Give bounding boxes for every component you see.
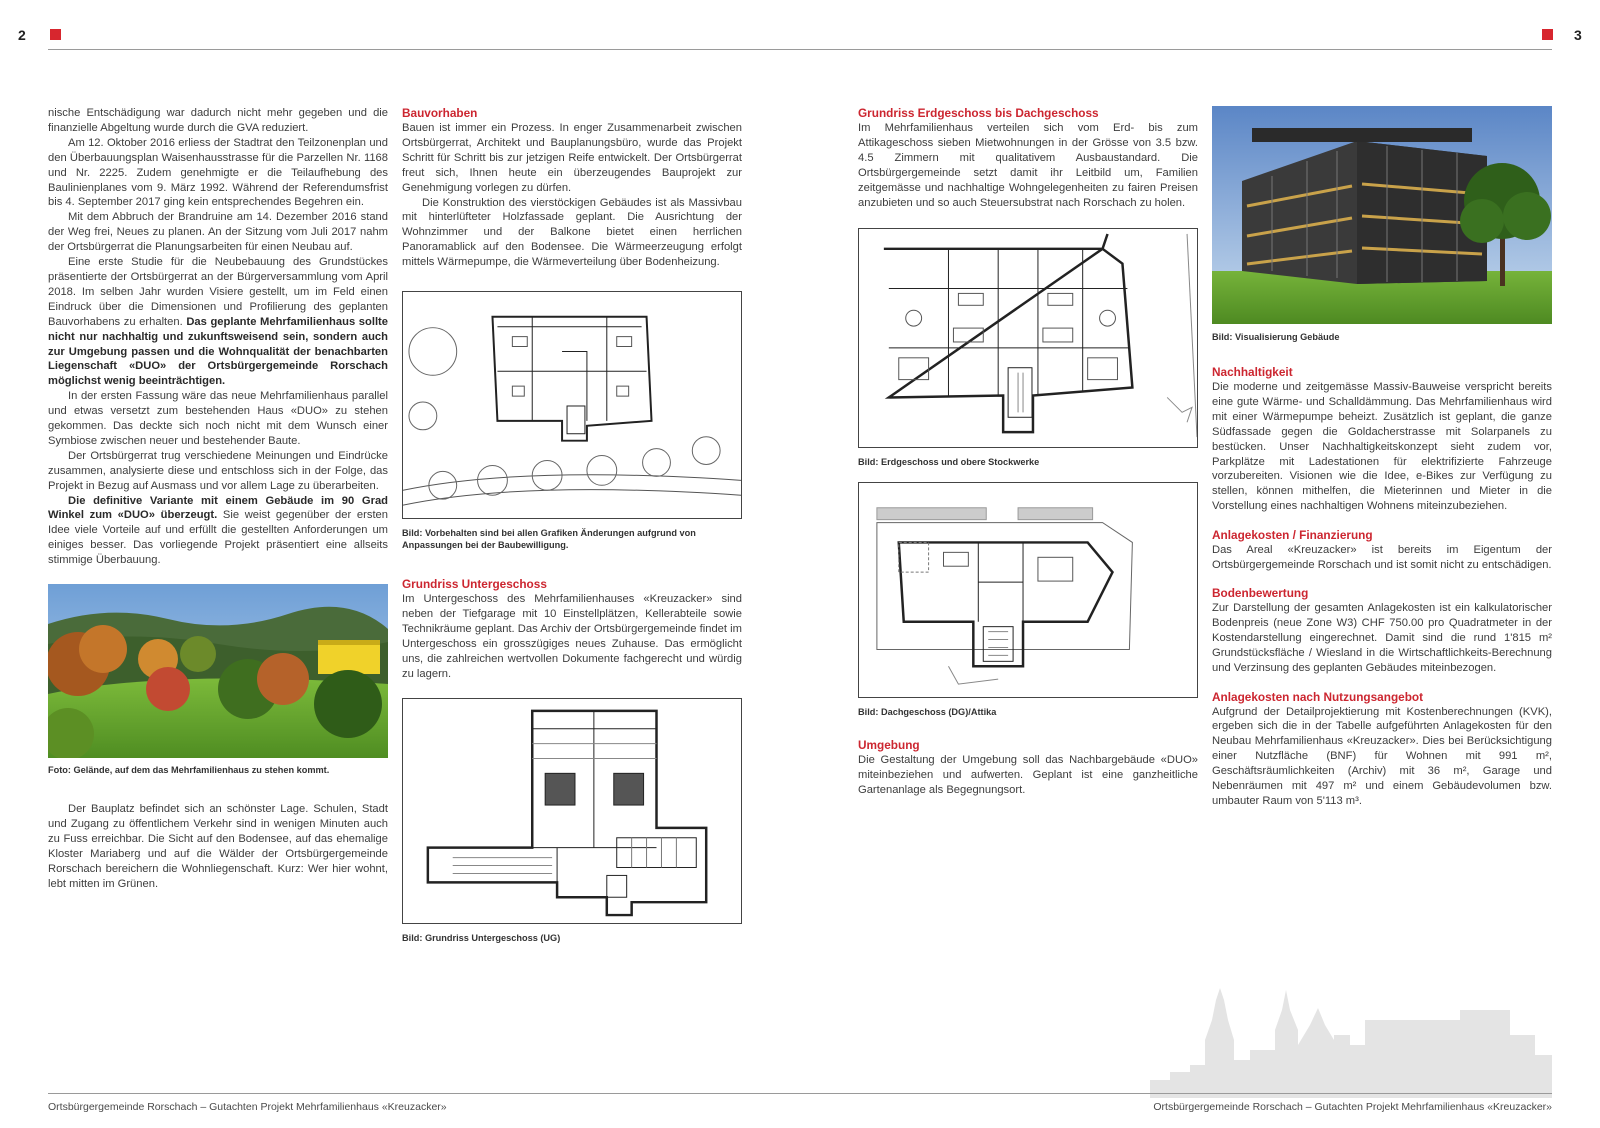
section-heading-bauvorhaben: Bauvorhaben (402, 106, 478, 120)
landscape-image (48, 584, 388, 758)
paragraph: Am 12. Oktober 2016 erliess der Stadtrat den Teilzonenplan und den Überbauungsplan Waisenhausstrasse für die Parzellen Nr. 1168 und Nr. 2225. Zudem genehmigte er die Teilaufhebung des Baulinienplanes vom 9. März 1992. Während der Referendumsfrist bis 4. September 2017 ging kein entsprechendes Begehren ein. (48, 136, 388, 209)
figure-caption: Bild: Grundriss Untergeschoss (UG) (402, 932, 561, 943)
building-render-image (1212, 106, 1552, 324)
building-visualization (1212, 106, 1552, 324)
ground-floor-plan-figure (858, 228, 1198, 448)
paragraph: Bauen ist immer ein Prozess. In enger Zusammenarbeit zwischen Ortsbürgerrat, Architekt und Bauplanungsbüro, wurde das Projekt Schritt für Schritt bis zur jetzigen Reife entwickelt. Der Ortsbürgerrat freut sich, Ihnen heute ein überzeugendes Bauprojekt zur Genehmigung vorlegen zu dürfen. (402, 122, 742, 194)
paragraph (48, 494, 388, 569)
paragraph-text: Eine erste Studie für die Neubebauung des Grundstückes präsentierte der Ortsbürgerrat an der Bürgerversammlung vom April 2018. Im selben Jahr wurden Visiere gestellt, um im Feld einen Eindruck über die Dimensionen und Profilierung des geplanten Bauvorhabens zu erhalten. (48, 256, 388, 328)
section-heading-grundriss: Grundriss Erdgeschoss bis Dachgeschoss (858, 106, 1099, 120)
red-square-marker-right (1542, 29, 1553, 40)
paragraph-text: Sie weist gegenüber der ersten Idee viele Vorteile auf und erfüllt die gestellten Anforderungen um einiges besser. Das vorliegende Projekt präsentiert eine allseits stimmige Überbauung. (48, 509, 388, 567)
paragraph: Die Gestaltung der Umgebung soll das Nachbargebäude «DUO» miteinbeziehen und aufwerten. Geplant ist eine ganzheitliche Gartenanlage als Begegnungsort. (858, 754, 1198, 797)
section-heading-nachhaltigkeit: Nachhaltigkeit (1212, 365, 1293, 379)
header-rule (48, 49, 1552, 50)
bold-statement: Die definitive Variante mit einem Gebäude im 90 Grad Winkel zum «DUO» überzeugt. (48, 494, 388, 522)
section-heading-anlagekosten: Anlagekosten / Finanzierung (1212, 528, 1373, 543)
footer-left-text: Ortsbürgergemeinde Rorschach – Gutachten Projekt Mehrfamilienhaus «Kreuzacker» (48, 1101, 447, 1113)
footer-right-text: Ortsbürgergemeinde Rorschach – Gutachten Projekt Mehrfamilienhaus «Kreuzacker» (1153, 1101, 1552, 1113)
basement-plan-figure (402, 698, 742, 924)
paragraph: Mit dem Abbruch der Brandruine am 14. Dezember 2016 stand der Weg frei, Neues zu planen. An der Sitzung vom Juli 2017 nahm der Ortsbürgerrat die Planungsarbeiten für einen Neubau auf. (48, 211, 388, 254)
paragraph: nische Entschädigung war dadurch nicht mehr gegeben und die finanzielle Abgeltung wurde durch die GVA reduziert. (48, 107, 388, 134)
paragraph: Die Konstruktion des vierstöckigen Gebäudes ist als Massivbau mit hinterlüfteter Holzfassade geplant. Die Ausrichtung der Wohnzimmer und der Balkone bietet einen herrlichen Panoramablick auf den Bodensee. Die Wärmeerzeugung erfolgt mittels Wärmepumpe, die Wärmeverteilung über Bodenheizung. (402, 196, 742, 269)
section-heading-umgebung: Umgebung (858, 738, 920, 753)
town-skyline-graphic (1150, 980, 1552, 1098)
figure-caption: Bild: Erdgeschoss und obere Stockwerke (858, 457, 1040, 468)
paragraph: Die moderne und zeitgemässe Massiv-Bauweise verspricht bereits eine gute Wärme- und Schalldämmung. Das Mehrfamilienhaus wird mit einer Wärmepumpe beheizt. Zusätzlich ist geplant, die ganze Südfassade gegen die Goldacherstrasse mit Solarpanels zu bestücken. Unser Nachhaltigkeitskonzept sieht zudem vor, Parkplätze mit Ladestationen für elektrifizierte Fahrzeuge vorzubereiten. Visionen wie die Idee, e-Bikes zur Verfügung zu stellen, können mithelfen, die Mieterinnen und Mieter in die Vorstellung eines nachhaltigen Wohnens miteinzubeziehen. (1212, 381, 1552, 513)
basement-plan-drawing (403, 699, 741, 923)
site-plan-figure (402, 291, 742, 519)
paragraph: Der Bauplatz befindet sich an schönster Lage. Schulen, Stadt und Zugang zu öffentlichem Verkehr sind in wenigen Minuten auch zu Fuss erreichbar. Die Sicht auf den Bodensee, auf das ehemalige Kloster Mariaberg und auf die Wälder der Ortsbürgergemeinde Rorschach bereichern die Wohnliegenschaft. Kurz: Wer hier wohnt, lebt mitten im Grünen. (48, 803, 388, 890)
paragraph: Der Ortsbürgerrat trug verschiedene Meinungen und Eindrücke zusammen, analysierte diese und entschloss sich in der Folge, das Projekt in Bezug auf Ausmass und vor allem Lage zu überarbeiten. (48, 449, 388, 492)
attic-plan-drawing (859, 483, 1197, 697)
column-3 (858, 106, 1198, 798)
figure-caption: Bild: Dachgeschoss (DG)/Attika (858, 707, 997, 718)
paragraph: Zur Darstellung der gesamten Anlagekosten ist ein kalkulatorischer Bodenpreis (neue Zone W3) CHF 750.00 pro Quadratmeter in der Kostendarstellung eingerechnet. Damit sind die rund 1'815 m² Grundstücksfläche / Wiesland in die Wirtschaftlichkeits-Berechnung und Verzinsung des geplanten Gebäudes miteinbezogen. (1212, 601, 1552, 674)
column-4 (1212, 106, 1552, 809)
page-number-right: 3 (1574, 27, 1582, 43)
paragraph: Im Mehrfamilienhaus verteilen sich vom Erd- bis zum Attikageschoss sieben Mietwohnungen in der Grösse von 3.5 bzw. 4.5 Zimmern mit qualitativem Ausbaustandard. Die Ortsbürgergemeinde setzt damit ihr Leitbild um, Familien zeitgemässe und nachhaltige Wohngelegenheiten zu fairen Preisen anzubieten und so auch Steuersubstrat nach Rorschach zu holen. (858, 122, 1198, 209)
red-square-marker-left (50, 29, 61, 40)
render-caption: Bild: Visualisierung Gebäude (1212, 332, 1340, 342)
figure-caption: Bild: Vorbehalten sind bei allen Grafiken Änderungen aufgrund von Anpassungen bei der Baubewilligung. (402, 528, 696, 551)
paragraph: Aufgrund der Detailprojektierung mit Kostenberechnungen (KVK), ergeben sich die in der Tabelle aufgeführten Anlagekosten für den Neubau Mehrfamilienhaus «Kreuzacker». Dies bei Berücksichtigung einer Nutzfläche (BNF) für Wohnen mit 991 m², Geschäftsräumlichkeiten (Archiv) mit 36 m², Garage und Nebenräumen mit 497 m² und einem Gebäudevolumen bzw. umbauter Raum von 5'113 m³. (1212, 705, 1552, 807)
floor-plan-drawing (859, 229, 1197, 447)
section-heading-untergeschoss: Grundriss Untergeschoss (402, 577, 547, 592)
site-plan-drawing (403, 292, 741, 518)
paragraph: Das Areal «Kreuzacker» ist bereits im Eigentum der Ortsbürgergemeinde Rorschach und ist somit nicht zu entschädigen. (1212, 544, 1552, 572)
bold-statement: Das geplante Mehrfamilienhaus sollte nicht nur nachhaltig und zukunftsweisend sein, sondern auch zur Umgebung passen und die Wohnqualität der benachbarten Liegenschaft «DUO» der Ortsbürgergemeinde Rorschach möglichst wenig beeinträchtigen. (48, 315, 388, 388)
paragraph: Im Untergeschoss des Mehrfamilienhauses «Kreuzacker» sind neben der Tiefgarage mit 10 Einstellplätzen, Kellerabteile sowie Technikräume geplant. Das Archiv der Ortsbürgergemeinde findet im Untergeschoss ein grosszügiges neues Zuhause. Das ermöglicht uns, die zahlreichen wertvollen Dokumente fachgerecht und würdig zu lagern. (402, 593, 742, 680)
photo-caption: Foto: Gelände, auf dem das Mehrfamilienhaus zu stehen kommt. (48, 765, 330, 776)
column-2 (402, 106, 742, 944)
section-heading-bodenbewertung: Bodenbewertung (1212, 585, 1309, 600)
page-number-left: 2 (18, 27, 26, 43)
paragraph (48, 255, 388, 389)
paragraph: In der ersten Fassung wäre das neue Mehrfamilienhaus parallel und etwas versetzt zum bestehenden Haus «DUO» zu stehen gekommen. Das deckte sich noch nicht mit dem Wunsch einer Symbiose zwischen neuer und bestehender Baute. (48, 390, 388, 447)
attic-plan-figure (858, 482, 1198, 698)
column-1 (48, 106, 388, 892)
site-photo (48, 584, 388, 758)
section-heading-nutzungsangebot: Anlagekosten nach Nutzungsangebot (1212, 689, 1424, 704)
footer-rule (48, 1093, 1552, 1094)
